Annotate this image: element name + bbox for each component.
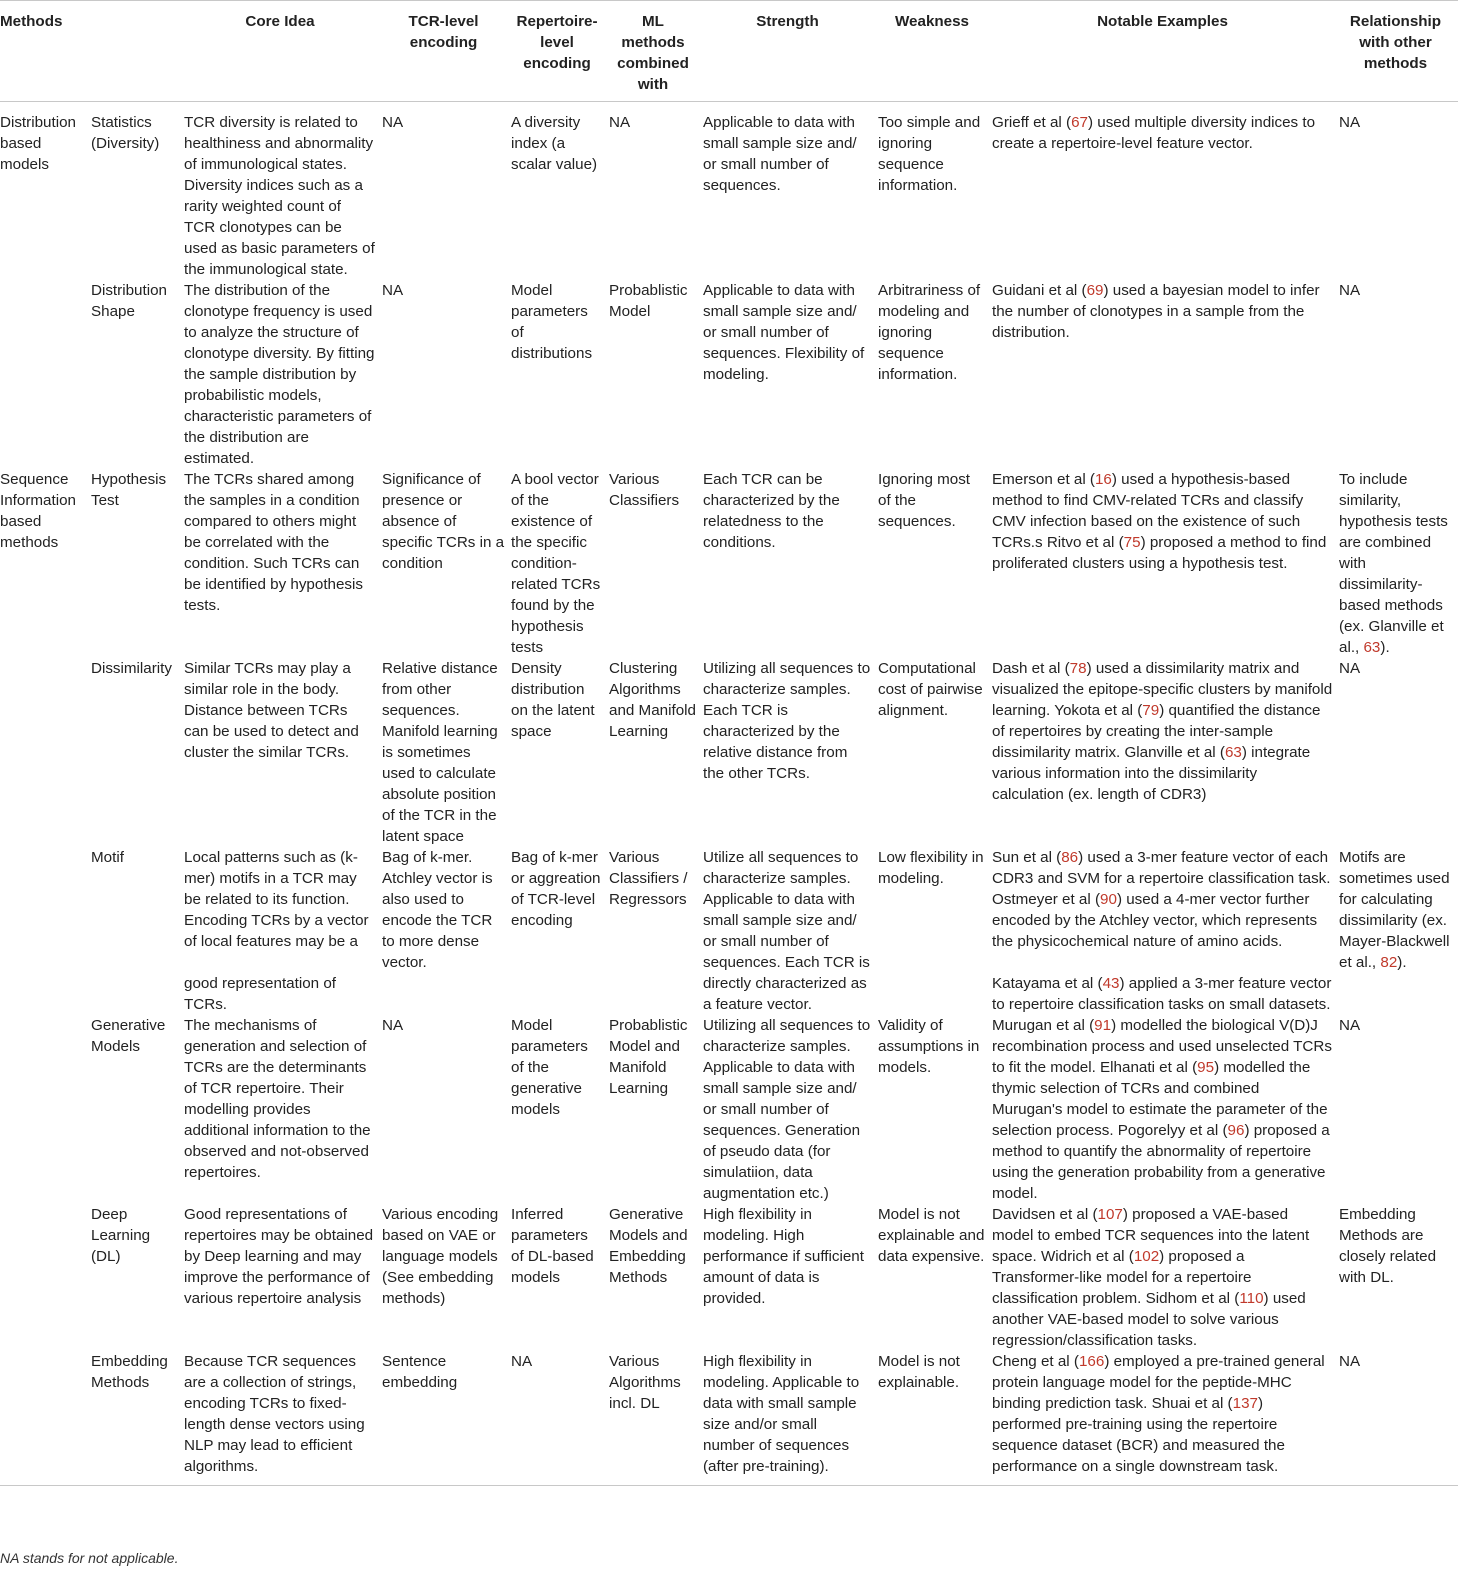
cell-relationship: NA <box>1339 660 1361 677</box>
cell-tcr-encoding: NA <box>382 114 404 131</box>
cell-weakness: Arbitrariness of modeling and ignoring sequence information. <box>878 282 981 383</box>
cell-method: Hypothesis Test <box>91 471 167 509</box>
cell-relationship <box>1339 469 1458 658</box>
citation-ref[interactable]: 79 <box>1142 702 1160 719</box>
table-row <box>0 847 1458 1015</box>
cell-strength: Applicable to data with small sample size and/ or small number of sequences. Flexibility of modeling. <box>703 282 865 383</box>
cell-weakness: Ignoring most of the sequences. <box>878 471 971 530</box>
cell-group <box>0 1351 91 1486</box>
table-row <box>0 658 1458 847</box>
citation-ref[interactable]: 78 <box>1069 660 1087 677</box>
text-segment: ) used a dissimilarity matrix and visualized the epitope-specific clusters by manifold learning. Yokota et al ( <box>992 660 1333 719</box>
cell-repertoire-encoding: Bag of k-mer or aggreation of TCR-level encoding <box>511 849 601 929</box>
cell-weakness: Model is not explainable. <box>878 1351 992 1486</box>
cell-repertoire-encoding: A diversity index (a scalar value) <box>511 114 598 173</box>
examples-part-b <box>992 975 1331 1013</box>
text-segment: ) proposed a method to find proliferated clusters using a hypothesis test. <box>992 534 1327 572</box>
cell-method: Dissimilarity <box>91 660 172 677</box>
text-segment: ) used a bayesian model to infer the number of clonotypes in a sample from the distribution. <box>992 282 1320 341</box>
text-segment: ) modelled the biological V(D)J recombination process and used unselected TCRs to fit the model. Elhanati et al ( <box>992 1017 1332 1076</box>
text-segment: ) used a hypothesis-based method to find CMV-related TCRs and classify CMV infection based on the existence of such TCRs.s Ritvo et al ( <box>992 471 1304 551</box>
citation-ref[interactable]: 86 <box>1061 849 1079 866</box>
citation-ref[interactable]: 63 <box>1224 744 1242 761</box>
cell-notable-examples <box>992 102 1339 281</box>
citation-ref[interactable]: 82 <box>1380 954 1398 971</box>
cell-notable-examples <box>992 1015 1339 1204</box>
cell-strength: High flexibility in modeling. Applicable to data with small sample size and/or small number of sequences (after pre-training). <box>703 1351 878 1486</box>
text-segment: ) applied a 3-mer feature vector to repertoire classification tasks on small datasets. <box>992 975 1332 1013</box>
cell-core-idea: The mechanisms of generation and selection of TCRs are the determinants of TCR repertoire. Their modelling provides additional information to the observed and not-observed repertoires. <box>184 1017 371 1181</box>
cell-ml-methods: Probablistic Model <box>609 282 688 320</box>
text-segment: ). <box>1397 954 1407 971</box>
citation-ref[interactable]: 90 <box>1100 891 1117 908</box>
text-segment: To include similarity, hypothesis tests are combined with dissimilarity-based methods (ex. Glanville et al., <box>1339 471 1448 656</box>
text-segment: ) quantified the distance of repertoires by creating the inter-sample dissimilarity matrix. Glanville et al ( <box>992 702 1321 761</box>
cell-method: Statistics (Diversity) <box>91 114 160 152</box>
citation-ref[interactable]: 91 <box>1094 1017 1112 1034</box>
examples-part-a <box>992 849 1330 950</box>
cell-relationship <box>1339 847 1458 1015</box>
cell-core-idea: Similar TCRs may play a similar role in the body. Distance between TCRs can be used to detect and cluster the similar TCRs. <box>184 660 359 761</box>
cell-group <box>0 1204 91 1351</box>
cell-relationship: NA <box>1339 282 1361 299</box>
header-repertoire-encoding: Repertoire- level encoding <box>511 1 609 102</box>
cell-weakness: Model is not explainable and data expensive. <box>878 1206 985 1265</box>
text-segment: ). <box>1380 639 1390 656</box>
cell-relationship: NA <box>1339 1017 1361 1034</box>
citation-ref[interactable]: 67 <box>1071 114 1088 131</box>
cell-tcr-encoding: Various encoding based on VAE or language models (See embedding methods) <box>382 1206 499 1307</box>
text-segment: Murugan et al ( <box>992 1017 1095 1034</box>
cell-strength: Applicable to data with small sample size and/ or small number of sequences. <box>703 114 857 194</box>
citation-ref[interactable]: 16 <box>1094 471 1112 488</box>
cell-tcr-encoding: NA <box>382 1017 404 1034</box>
core-idea-part-b: good representation of TCRs. <box>184 975 336 1013</box>
cell-strength: Utilize all sequences to characterize samples. Applicable to data with small sample size and/ or small number of sequences. Each TCR is directly characterized as a feature vector. <box>703 849 870 1013</box>
header-weakness: Weakness <box>878 1 992 102</box>
table-row <box>0 280 1458 469</box>
cell-notable-examples <box>992 658 1339 847</box>
cell-repertoire-encoding: Model parameters of distributions <box>511 282 593 362</box>
cell-notable-examples <box>992 847 1339 1015</box>
cell-core-idea: The TCRs shared among the samples in a condition compared to others might be correlated with the condition. Such TCRs can be identified by hypothesis tests. <box>184 471 363 614</box>
header-core-idea: Core Idea <box>184 1 382 102</box>
cell-core-idea <box>184 847 382 1015</box>
cell-tcr-encoding: Sentence embedding <box>382 1351 511 1486</box>
citation-ref[interactable]: 166 <box>1078 1353 1105 1370</box>
text-segment: Grieff et al ( <box>992 114 1072 131</box>
table-row <box>0 1351 1458 1486</box>
cell-repertoire-encoding: A bool vector of the existence of the specific condition-related TCRs found by the hypothesis tests <box>511 471 601 656</box>
text-segment: ) used a 3-mer feature vector of each CDR3 and SVM for a repertoire classification task. Ostmeyer et al ( <box>992 849 1331 908</box>
header-blank <box>91 1 184 102</box>
cell-group <box>0 280 91 469</box>
header-notable-examples: Notable Examples <box>992 1 1339 102</box>
citation-ref[interactable]: 96 <box>1227 1122 1245 1139</box>
cell-ml-methods: Various Classifiers <box>609 471 680 509</box>
cell-group <box>0 847 91 1015</box>
header-tcr-encoding: TCR-level encoding <box>382 1 511 102</box>
citation-ref[interactable]: 107 <box>1097 1206 1123 1223</box>
cell-strength: Utilizing all sequences to characterize samples. Each TCR is characterized by the relative distance from the other TCRs. <box>703 660 871 782</box>
cell-method: Embedding Methods <box>91 1351 184 1486</box>
text-segment: ) used a 4-mer vector further encoded by the Atchley vector, which represents the physicochemical nature of amino acids. <box>992 891 1318 950</box>
cell-notable-examples <box>992 469 1339 658</box>
cell-method: Distribution Shape <box>91 282 167 320</box>
table-row <box>0 1204 1458 1351</box>
cell-group: Sequence Information based methods <box>0 471 76 551</box>
core-idea-part-a: Local patterns such as (k-mer) motifs in a TCR may be related to its function. Encoding TCRs by a vector of local features may be a <box>184 849 369 950</box>
text-segment: Motifs are sometimes used for calculating dissimilarity (ex. Mayer-Blackwell et al., <box>1339 849 1450 971</box>
table-row <box>0 102 1458 281</box>
table-row <box>0 1015 1458 1204</box>
cell-method: Motif <box>91 849 124 866</box>
citation-ref[interactable]: 110 <box>1239 1290 1264 1307</box>
header-strength: Strength <box>703 1 878 102</box>
citation-ref[interactable]: 69 <box>1086 282 1104 299</box>
text-segment: Katayama et al ( <box>992 975 1103 992</box>
cell-weakness: Too simple and ignoring sequence information. <box>878 114 981 194</box>
text-segment: Sun et al ( <box>992 849 1062 866</box>
text-segment: ) used another VAE-based model to solve various regression/classification tasks. <box>992 1290 1306 1349</box>
cell-relationship: Embedding Methods are closely related with DL. <box>1339 1206 1437 1286</box>
cell-tcr-encoding: NA <box>382 282 404 299</box>
cell-tcr-encoding: Relative distance from other sequences. Manifold learning is sometimes used to calculate absolute position of the TCR in the latent space <box>382 660 498 845</box>
header-methods: Methods <box>0 1 91 102</box>
cell-method: Generative Models <box>91 1017 166 1055</box>
cell-strength: Utilizing all sequences to characterize samples. Applicable to data with small sample size and/ or small number of sequences. Generation of pseudo data (for simulatiion, data augmentation etc.) <box>703 1017 871 1202</box>
text-segment: ) performed pre-training using the repertoire sequence dataset (BCR) and measured the performance on a single downstream task. <box>992 1395 1285 1475</box>
table-row <box>0 469 1458 658</box>
cell-tcr-encoding: Significance of presence or absence of specific TCRs in a condition <box>382 471 505 572</box>
cell-ml-methods: Probablistic Model and Manifold Learning <box>609 1017 688 1097</box>
cell-repertoire-encoding: Inferred parameters of DL-based models <box>511 1206 594 1286</box>
cell-notable-examples <box>992 1351 1339 1486</box>
header-ml-methods: ML methods combined with <box>609 1 703 102</box>
cell-method: Deep Learning (DL) <box>91 1206 151 1265</box>
cell-ml-methods: Various Algorithms incl. DL <box>609 1351 703 1486</box>
cell-weakness: Low flexibility in modeling. <box>878 849 984 887</box>
cell-ml-methods: Clustering Algorithms and Manifold Learning <box>609 660 696 740</box>
cell-weakness: Validity of assumptions in models. <box>878 1017 980 1076</box>
cell-relationship: NA <box>1339 1351 1458 1486</box>
citation-ref[interactable]: 75 <box>1123 534 1141 551</box>
text-segment: Guidani et al ( <box>992 282 1087 299</box>
cell-repertoire-encoding: NA <box>511 1351 609 1486</box>
cell-tcr-encoding: Bag of k-mer. Atchley vector is also used to encode the TCR to more dense vector. <box>382 849 493 971</box>
cell-weakness: Computational cost of pairwise alignment. <box>878 660 983 719</box>
citation-ref[interactable]: 63 <box>1363 639 1381 656</box>
cell-notable-examples <box>992 280 1339 469</box>
cell-relationship: NA <box>1339 114 1361 131</box>
cell-repertoire-encoding: Model parameters of the generative models <box>511 1017 588 1118</box>
text-segment: ) used multiple diversity indices to create a repertoire-level feature vector. <box>992 114 1316 152</box>
cell-repertoire-encoding: Density distribution on the latent space <box>511 660 595 740</box>
citation-ref[interactable]: 95 <box>1197 1059 1215 1076</box>
header-relationship: Relationship with other methods <box>1339 1 1458 102</box>
cell-core-idea: TCR diversity is related to healthiness and abnormality of immunological states. Diversity indices such as a rarity weighted count of TCR clonotypes can be used as basic parameters of the immunological state. <box>184 114 375 278</box>
text-segment: Emerson et al ( <box>992 471 1095 488</box>
text-segment: ) proposed a method to quantify the abnormality of repertoire using the generation probability from a generative model. <box>992 1122 1330 1202</box>
text-segment: Dash et al ( <box>992 660 1070 677</box>
cell-ml-methods: Generative Models and Embedding Methods <box>609 1206 688 1286</box>
citation-ref[interactable]: 102 <box>1133 1248 1160 1265</box>
cell-ml-methods: NA <box>609 114 631 131</box>
cell-core-idea: The distribution of the clonotype frequency is used to analyze the structure of clonotype diversity. By fitting the sample distribution by probabilistic models, characteristic parameters of the distribution are estimated. <box>184 282 375 467</box>
text-segment: ) proposed a Transformer-like model for a repertoire classification problem. Sidhom et al ( <box>992 1248 1252 1307</box>
cell-core-idea: Because TCR sequences are a collection of strings, encoding TCRs to fixed-length dense vectors using NLP may lead to efficient algorithms. <box>184 1351 382 1486</box>
citation-ref[interactable]: 43 <box>1102 975 1120 992</box>
cell-group <box>0 658 91 847</box>
cell-core-idea: Good representations of repertoires may be obtained by Deep learning and may improve the performance of various repertoire analysis <box>184 1206 374 1307</box>
text-segment: ) integrate various information into the dissimilarity calculation (ex. length of CDR3) <box>992 744 1311 803</box>
text-segment: ) modelled the thymic selection of TCRs and combined Murugan's model to estimate the parameter of the selection process. Pogorelyy et al ( <box>992 1059 1328 1139</box>
text-segment: ) employed a pre-trained general protein language model for the peptide-MHC binding prediction task. Shuai et al ( <box>992 1353 1325 1412</box>
table-footnote: NA stands for not applicable. <box>0 1550 179 1566</box>
cell-notable-examples <box>992 1204 1339 1351</box>
cell-strength: High flexibility in modeling. High performance if sufficient amount of data is provided. <box>703 1206 864 1307</box>
text-segment: ) proposed a VAE-based model to embed TCR sequences into the latent space. Widrich et al ( <box>992 1206 1310 1265</box>
text-segment: Davidsen et al ( <box>992 1206 1098 1223</box>
citation-ref[interactable]: 137 <box>1232 1395 1258 1412</box>
text-segment: Cheng et al ( <box>992 1353 1079 1370</box>
cell-strength: Each TCR can be characterized by the relatedness to the conditions. <box>703 471 840 551</box>
header-row <box>0 1 1458 102</box>
cell-ml-methods: Various Classifiers / Regressors <box>609 849 688 908</box>
cell-group <box>0 1015 91 1204</box>
cell-group: Distribution based models <box>0 114 76 173</box>
